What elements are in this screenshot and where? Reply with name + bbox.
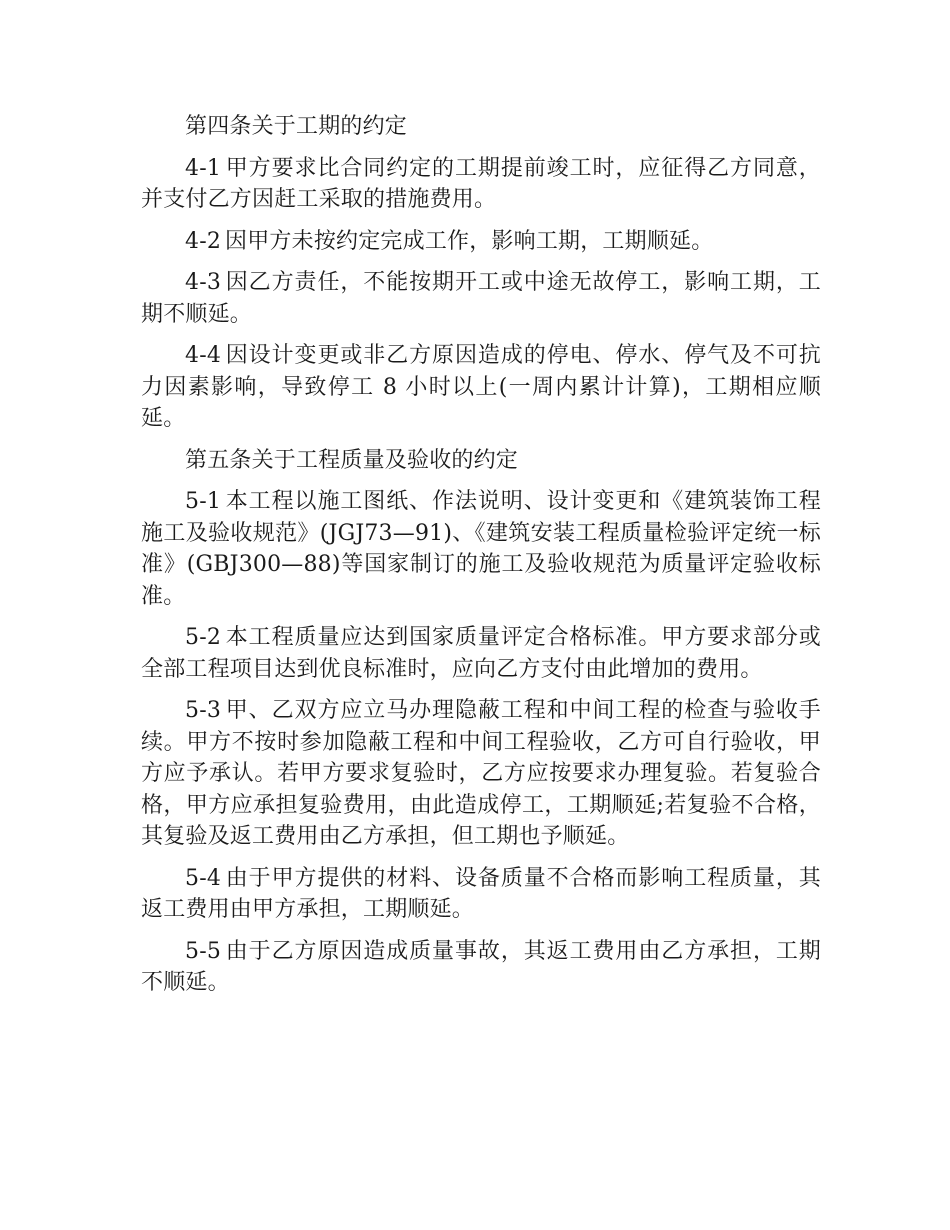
paragraph-text: 第四条关于工期的约定 xyxy=(185,114,408,139)
clause-number: 5-5 xyxy=(185,938,222,964)
section-heading-4 xyxy=(141,111,821,143)
clause-number: 5-4 xyxy=(185,865,222,891)
clause-text: 本工程质量应达到国家质量评定合格标准。甲方要求部分或全部工程项目达到优良标准时，应向乙方支付由此增加的费用。 xyxy=(141,625,821,682)
clause-number: 5-2 xyxy=(185,625,222,650)
clause-number: 5-3 xyxy=(185,698,222,723)
clause-text: 甲、乙双方应立马办理隐蔽工程和中间工程的检查与验收手续。甲方不按时参加隐蔽工程和中间工程验收，乙方可自行验收，甲方应予承认。若甲方要求复验时，乙方应按要求办理复验。若复验合格，甲方应承担复验费用，由此造成停工，工期顺延;若复验不合格，其复验及返工费用由乙方承担，但工期也予顺延。 xyxy=(141,698,821,849)
clause-text: 因甲方未按约定完成工作，影响工期，工期顺延。 xyxy=(225,228,714,254)
clause-4-3 xyxy=(141,267,821,330)
clause-text: 由于乙方原因造成质量事故，其返工费用由乙方承担，工期不顺延。 xyxy=(141,938,821,995)
clause-text: 甲方要求比合同约定的工期提前竣工时，应征得乙方同意，并支付乙方因赶工采取的措施费用。 xyxy=(141,155,821,212)
clause-text: 因乙方责任，不能按期开工或中途无故停工，影响工期，工期不顺延。 xyxy=(141,270,821,327)
section-heading-5 xyxy=(141,445,821,477)
clause-number: 4-4 xyxy=(185,343,222,368)
paragraph-text: 第五条关于工程质量及验收的约定 xyxy=(185,447,519,473)
clause-5-1 xyxy=(141,486,821,612)
clause-text: 本工程以施工图纸、作法说明、设计变更和《建筑装饰工程施工及验收规范》(JGJ73—91)、《建筑安装工程质量检验评定统一标准》(GBJ300—88)等国家制订的施工及验收规范为质量评定验收标准。 xyxy=(141,489,821,609)
clause-5-3 xyxy=(141,695,821,853)
clause-number: 5-1 xyxy=(185,489,222,514)
clause-5-2 xyxy=(141,622,821,685)
clause-number: 4-3 xyxy=(185,270,222,295)
clause-text: 由于甲方提供的材料、设备质量不合格而影响工程质量，其返工费用由甲方承担，工期顺延。 xyxy=(141,865,821,922)
clause-4-1 xyxy=(141,153,821,216)
clause-text: 因设计变更或非乙方原因造成的停电、停水、停气及不可抗力因素影响，导致停工 8 小时以上(一周内累计计算)，工期相应顺延。 xyxy=(141,343,821,431)
clause-number: 4-1 xyxy=(185,155,222,181)
document-body xyxy=(141,111,821,1009)
clause-4-2 xyxy=(141,226,821,258)
clause-5-4 xyxy=(141,863,821,926)
clause-5-5 xyxy=(141,936,821,999)
clause-number: 4-2 xyxy=(185,228,222,254)
clause-4-4 xyxy=(141,340,821,435)
